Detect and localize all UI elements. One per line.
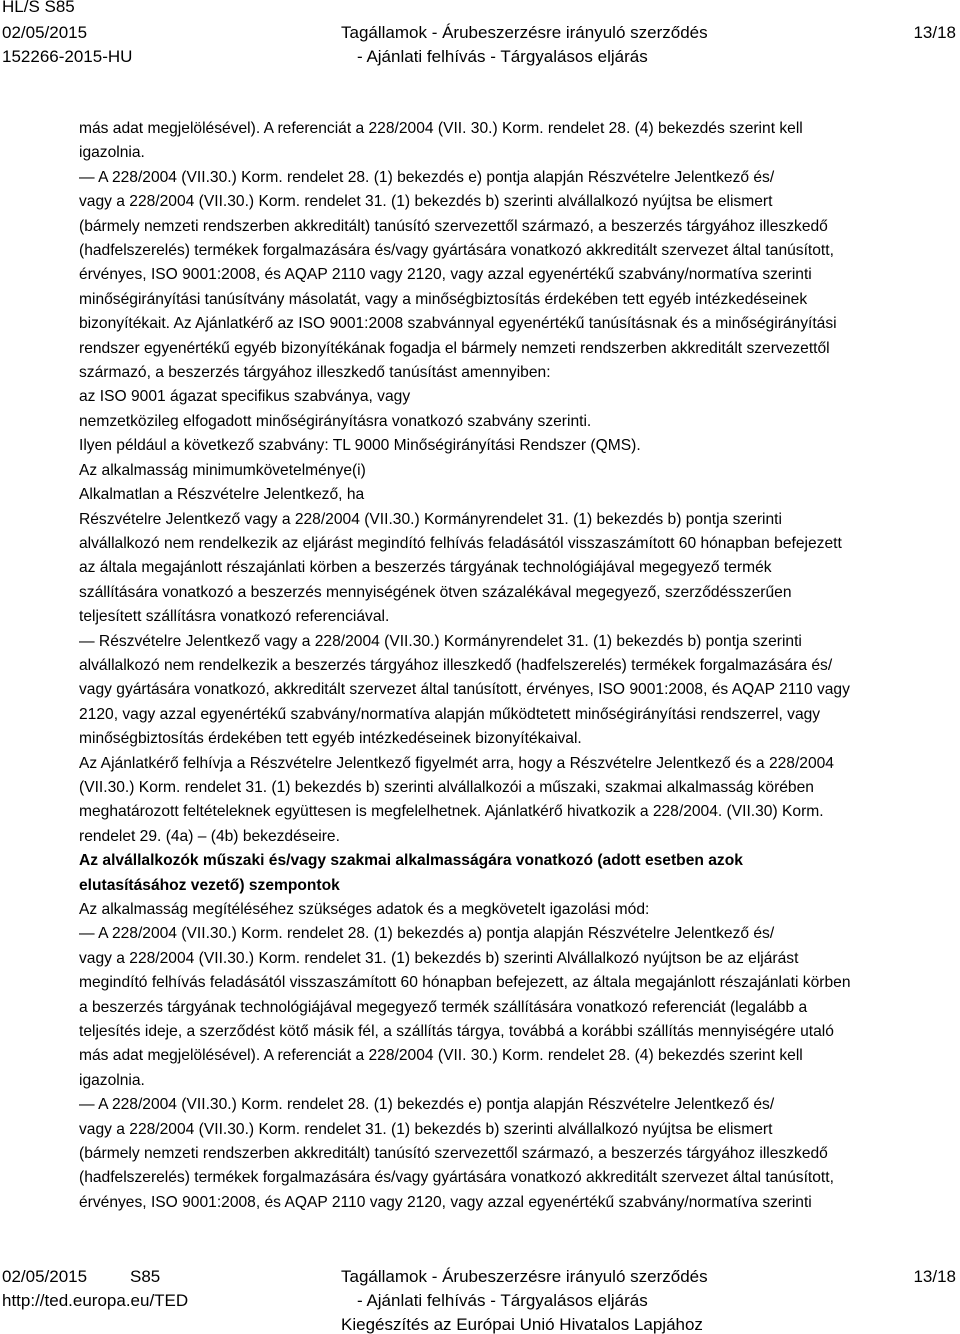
text-line: alvállalkozó nem rendelkezik a beszerzés tárgyához illeszkedő (hadfelszerelés) termékek forgalmazására és/ xyxy=(79,656,833,674)
text-line: — A 228/2004 (VII.30.) Korm. rendelet 28. (1) bekezdés e) pontja alapján Részvételre Jelentkező és/ xyxy=(79,1096,775,1114)
text-line: (hadfelszerelés) termékek forgalmazására és/vagy gyártására vonatkozó akkreditált szervezet által tanúsított, xyxy=(79,242,834,260)
text-line: igazolnia. xyxy=(79,144,145,162)
text-line: minőségbiztosítás érdekében tett egyéb intézkedéseinek bizonyítékaival. xyxy=(79,730,582,748)
section-heading: Az alvállalkozók műszaki és/vagy szakmai alkalmasságára vonatkozó (adott esetben azok xyxy=(79,852,743,870)
text-line: vagy a 228/2004 (VII.30.) Korm. rendelet 31. (1) bekezdés b) szerinti alvállalkozó nyújtsa be elismert xyxy=(79,193,773,211)
text-line: — A 228/2004 (VII.30.) Korm. rendelet 28. (1) bekezdés a) pontja alapján Részvételre Jelentkező és/ xyxy=(79,925,775,943)
text-line: más adat megjelölésével). A referenciát a 228/2004 (VII. 30.) Korm. rendelet 28. (4) bekezdés szerint kell xyxy=(79,1047,803,1065)
text-line: — Részvételre Jelentkező vagy a 228/2004 (VII.30.) Kormányrendelet 31. (1) bekezdés b) pontja szerinti xyxy=(79,632,802,650)
text-line: vagy gyártására vonatkozó, akkreditált szervezet által tanúsított, érvényes, ISO 9001:2008, és AQAP 2110 vagy xyxy=(79,681,850,699)
footer-title-line1: Tagállamok - Árubeszerzésre irányuló szerződés xyxy=(341,1267,708,1286)
text-line: igazolnia. xyxy=(79,1071,145,1089)
footer-title-line2: - Ajánlati felhívás - Tárgyalásos eljárás xyxy=(357,1291,648,1310)
text-line: nemzetközileg elfogadott minőségirányításra vonatkozó szabvány szerinti. xyxy=(79,412,592,430)
text-line: az általa megajánlott részajánlati körben a beszerzés tárgyának technológiájával megegyező termék xyxy=(79,559,772,577)
footer-date: 02/05/2015 xyxy=(2,1267,88,1286)
text-line: megindító felhívás feladásától visszaszámított 60 hónapban befejezett, az általa megajánlott részajánlati körben xyxy=(79,974,851,992)
header-page-number: 13/18 xyxy=(913,23,956,42)
text-line: érvényes, ISO 9001:2008, és AQAP 2110 vagy 2120, vagy azzal egyenértékű szabvány/normatíva szerinti xyxy=(79,266,812,284)
text-line: (bármely nemzeti rendszerben akkreditált) tanúsító szervezettől származó, a beszerzés tárgyához illeszkedő xyxy=(79,1145,828,1163)
footer-title-line3: Kiegészítés az Európai Unió Hivatalos Lapjához xyxy=(341,1315,703,1334)
footer-series: S85 xyxy=(130,1267,161,1286)
text-line: 2120, vagy azzal egyenértékű szabvány/normatíva alapján működtetett minőségirányítási rendszerrel, vagy xyxy=(79,705,821,723)
text-line: Ilyen például a következő szabvány: TL 9000 Minőségirányítási Rendszer (QMS). xyxy=(79,437,641,455)
text-line: bizonyítékait. Az Ajánlatkérő az ISO 9001:2008 szabvánnyal egyenértékű tanúsításnak és a minőségirányítási xyxy=(79,315,837,333)
text-line: minőségirányítási tanúsítvány másolatát, vagy a minőségbiztosítás érdekében tett egyéb intézkedéseinek xyxy=(79,290,808,308)
text-line: vagy a 228/2004 (VII.30.) Korm. rendelet 31. (1) bekezdés b) szerinti alvállalkozó nyújtsa be elismert xyxy=(79,1120,773,1138)
document-body xyxy=(79,117,959,1215)
doc-code: HL/S S85 xyxy=(2,0,75,16)
section-heading: elutasításához vezető) szempontok xyxy=(79,876,340,894)
notice-id: 152266-2015-HU xyxy=(2,47,133,66)
text-line: (VII.30.) Korm. rendelet 31. (1) bekezdés b) szerinti alvállalkozói a műszaki, szakmai alkalmasság körében xyxy=(79,778,814,796)
text-line: alvállalkozó nem rendelkezik az eljárást megindító felhívás feladásától visszaszámított 60 hónapban befejezett xyxy=(79,534,842,552)
header-date: 02/05/2015 xyxy=(2,23,88,42)
text-line: Alkalmatlan a Részvételre Jelentkező, ha xyxy=(79,486,365,504)
ted-link[interactable]: http://ted.europa.eu/TED xyxy=(2,1291,189,1310)
text-line: teljesítés ideje, a szerződést kötő másik fél, a szállítás tárgya, továbbá a korábbi szállítás mennyiségére utaló xyxy=(79,1023,834,1041)
text-line: az ISO 9001 ágazat specifikus szabványa, vagy xyxy=(79,388,411,406)
text-line: rendszer egyenértékű egyéb bizonyítékának fogadja el bármely nemzeti rendszerben akkreditált szervezettől xyxy=(79,339,830,357)
header-title-line2: - Ajánlati felhívás - Tárgyalásos eljárás xyxy=(357,47,648,66)
text-line: teljesített szállításra vonatkozó referenciával. xyxy=(79,608,390,626)
text-line: (bármely nemzeti rendszerben akkreditált) tanúsító szervezettől származó, a beszerzés tárgyához illeszkedő xyxy=(79,217,828,235)
text-line: érvényes, ISO 9001:2008, és AQAP 2110 vagy 2120, vagy azzal egyenértékű szabvány/normatíva szerinti xyxy=(79,1193,812,1211)
text-line: más adat megjelölésével). A referenciát a 228/2004 (VII. 30.) Korm. rendelet 28. (4) bekezdés szerint kell xyxy=(79,120,803,137)
text-line: származó, a beszerzés tárgyához illeszkedő tanúsítást amennyiben: xyxy=(79,364,551,382)
text-line: — A 228/2004 (VII.30.) Korm. rendelet 28. (1) bekezdés e) pontja alapján Részvételre Jelentkező és/ xyxy=(79,168,775,186)
text-line: Az Ajánlatkérő felhívja a Részvételre Jelentkező figyelmét arra, hogy a Részvételre Jelentkező és a 228/2004 xyxy=(79,754,834,772)
text-line: a beszerzés tárgyának technológiájával megegyező termék szállítására vonatkozó referenciát (legalább a xyxy=(79,998,808,1016)
text-line: (hadfelszerelés) termékek forgalmazására és/vagy gyártására vonatkozó akkreditált szervezet által tanúsított, xyxy=(79,1169,834,1187)
text-line: Részvételre Jelentkező vagy a 228/2004 (VII.30.) Kormányrendelet 31. (1) bekezdés b) pontja szerinti xyxy=(79,510,782,528)
text-line: rendelet 29. (4a) – (4b) bekezdéseire. xyxy=(79,827,340,845)
text-line: Az alkalmasság megítéléséhez szükséges adatok és a megkövetelt igazolási mód: xyxy=(79,901,650,918)
text-line: vagy a 228/2004 (VII.30.) Korm. rendelet 31. (1) bekezdés b) szerinti Alvállalkozó nyújtson be az eljárást xyxy=(79,949,799,967)
text-line: szállítására vonatkozó a beszerzés mennyiségének ötven százalékával megegyező, szerződésszerűen xyxy=(79,583,792,601)
text-line: meghatározott feltételeknek együttesen is megfelelhetnek. Ajánlatkérő hivatkozik a 228/2004. (VII.30) Korm. xyxy=(79,803,824,821)
header-title-line1: Tagállamok - Árubeszerzésre irányuló szerződés xyxy=(341,23,708,42)
text-line: Az alkalmasság minimumkövetelménye(i) xyxy=(79,461,366,479)
footer-page-number: 13/18 xyxy=(913,1267,956,1286)
